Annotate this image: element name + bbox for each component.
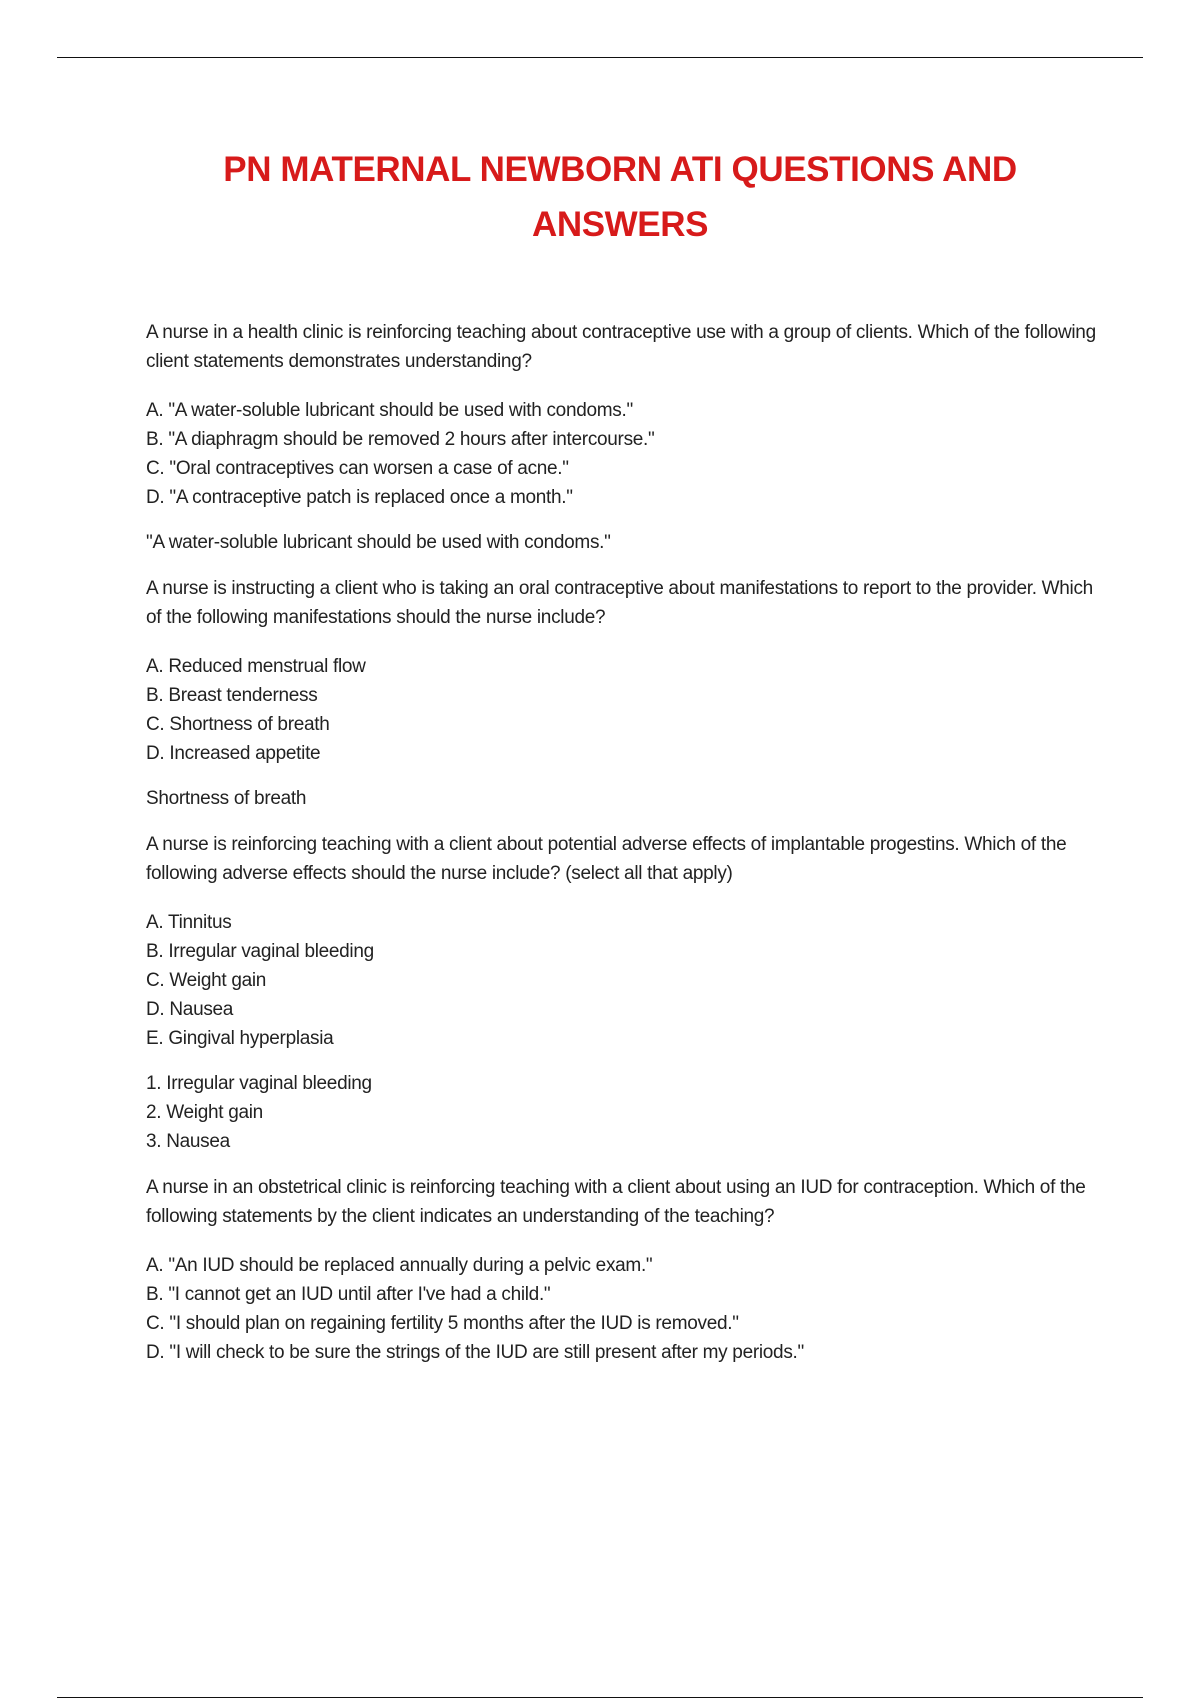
answer-item: 2. Weight gain (146, 1102, 263, 1123)
option-item: A. "An IUD should be replaced annually during a pelvic exam." (146, 1255, 653, 1276)
option-list (146, 396, 1106, 512)
option-list (146, 1251, 1106, 1367)
option-list (146, 908, 1106, 1053)
question-text: A nurse is instructing a client who is taking an oral contraceptive about manifestations to report to the provider. Which of the following manifestations should the nurse include? (146, 578, 1093, 628)
option-list (146, 652, 1106, 768)
question-text: A nurse in an obstetrical clinic is reinforcing teaching with a client about using an IUD for contraception. Which of the following statements by the client indicates an understanding of the teaching? (146, 1177, 1086, 1227)
option-item: A. "A water-soluble lubricant should be used with condoms." (146, 400, 633, 421)
option-item: C. "Oral contraceptives can worsen a case of acne." (146, 458, 569, 479)
question-text: A nurse is reinforcing teaching with a client about potential adverse effects of implantable progestins. Which of the following adverse effects should the nurse include? (select all that apply) (146, 834, 1067, 884)
document-title: PN MATERNAL NEWBORN ATI QUESTIONS AND ANSWERS (223, 150, 1017, 244)
option-item: C. Weight gain (146, 970, 267, 991)
answer-text: Shortness of breath (146, 788, 307, 809)
option-item: C. "I should plan on regaining fertility 5 months after the IUD is removed." (146, 1313, 739, 1334)
question-block (146, 830, 1106, 1156)
option-item: D. "A contraceptive patch is replaced once a month." (146, 487, 573, 508)
question-block (146, 318, 1106, 557)
option-item: B. "I cannot get an IUD until after I've had a child." (146, 1284, 551, 1305)
option-item: B. Irregular vaginal bleeding (146, 941, 374, 962)
document-body (146, 318, 1106, 1383)
option-item: D. Increased appetite (146, 743, 321, 764)
question-block (146, 1173, 1106, 1367)
question-text: A nurse in a health clinic is reinforcing teaching about contraceptive use with a group of clients. Which of the following client statements demonstrates understanding? (146, 322, 1096, 372)
answer-item: 1. Irregular vaginal bleeding (146, 1073, 372, 1094)
answer-text: "A water-soluble lubricant should be used with condoms." (146, 532, 611, 553)
option-item: D. "I will check to be sure the strings of the IUD are still present after my periods." (146, 1342, 804, 1363)
option-item: B. Breast tenderness (146, 685, 318, 706)
bottom-divider (57, 1697, 1143, 1698)
option-item: A. Reduced menstrual flow (146, 656, 366, 677)
option-item: B. "A diaphragm should be removed 2 hours after intercourse." (146, 429, 655, 450)
option-item: A. Tinnitus (146, 912, 232, 933)
top-divider (57, 57, 1143, 58)
option-item: E. Gingival hyperplasia (146, 1028, 334, 1049)
option-item: C. Shortness of breath (146, 714, 330, 735)
question-block (146, 574, 1106, 813)
option-item: D. Nausea (146, 999, 234, 1020)
answer-list (146, 1069, 1106, 1156)
answer-item: 3. Nausea (146, 1131, 230, 1152)
